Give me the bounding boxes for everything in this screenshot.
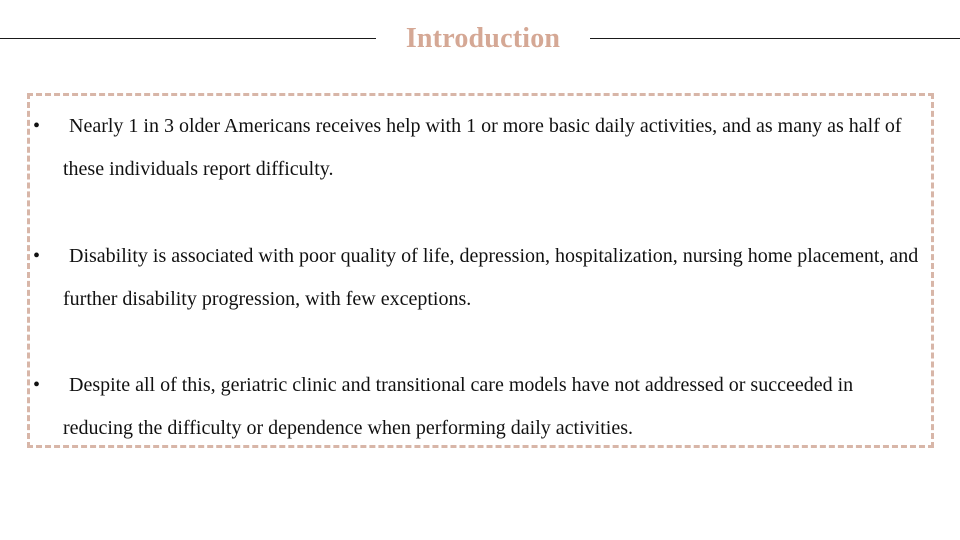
bullet-list-box: [27, 93, 934, 448]
bullet-text: Despite all of this, geriatric clinic and transitional care models have not addressed or succeeded in reducing the difficulty or dependence when performing daily activities.: [63, 374, 854, 439]
bullet-text: Disability is associated with poor quality of life, depression, hospitalization, nursing home placement, and further disability progression, with few exceptions.: [63, 245, 919, 310]
bullet-marker: •: [33, 374, 41, 396]
bullet-marker: •: [33, 245, 41, 267]
bullet-marker: •: [33, 115, 41, 137]
title-divider-right: [590, 38, 960, 39]
bullet-text: Nearly 1 in 3 older Americans receives help with 1 or more basic daily activities, and as many as half of these individuals report difficulty.: [63, 115, 902, 180]
slide-title: Introduction: [405, 23, 561, 54]
title-divider-left: [0, 38, 376, 39]
